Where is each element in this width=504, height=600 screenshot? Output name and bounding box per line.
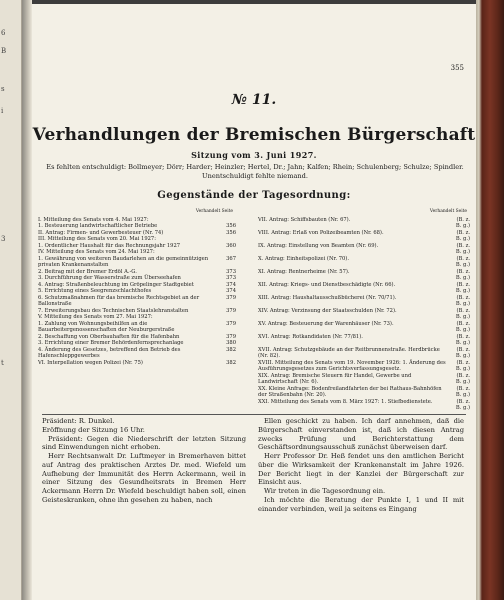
agenda-item xyxy=(258,217,470,230)
agenda-item-page: (B. z. B. g.) xyxy=(455,385,470,398)
proceedings-paragraph: Präsident: R. Dunkel. xyxy=(42,417,115,425)
agenda-item xyxy=(258,321,470,334)
agenda-item xyxy=(38,321,236,334)
agenda-item-text: 3. Durchführung der Wasserstraße zum Überseehafen xyxy=(38,275,181,281)
book-cover-edge xyxy=(476,0,504,600)
agenda-item-text: 2. Beschaffung von Oberbauhaften für die Hafenbahn xyxy=(38,333,180,340)
agenda-item-text: 1. Gewährung von weiteren Baudarlehen an die gemeinnützigen privaten Krankenanstalten xyxy=(38,255,209,268)
agenda-item xyxy=(258,256,470,269)
agenda-item-text: III. Mitteilung des Senats vom 20. Mai 1927: xyxy=(38,236,156,242)
agenda-item xyxy=(258,386,470,399)
agenda-item-page: (B. z. B. g.) xyxy=(455,359,470,372)
proceedings-paragraph: Ellen geschickt zu haben. Ich darf annehmen, daß die Bürgerschaft einverstanden ist, daß ich diesen Antrag zwecks Prüfung und Berichterstattung dem Geschäftsordnungsausschuß zunächst überweisen darf. xyxy=(258,417,464,452)
agenda-item-text: X. Antrag: Einheitspolizei (Nr. 70). xyxy=(258,255,349,262)
agenda-column-left xyxy=(38,209,236,366)
agenda-item-text: 1. Ordentlicher Haushalt für das Rechnungsjahr 1927 xyxy=(38,242,181,249)
agenda-item xyxy=(258,269,470,282)
left-page-fragment: s xyxy=(1,85,5,93)
agenda-item-page: 379 xyxy=(226,294,236,301)
agenda-item-page: 367 xyxy=(226,255,236,262)
agenda-item-text: V. Mitteilung des Senats vom 27. Mai 1927: xyxy=(38,314,153,320)
proceedings-paragraph: Herr Rechtsanwalt Dr. Luftmeyer in Bremerhaven bittet auf Antrag des praktischen Arztes Dr. med. Wiefeld um Aufhebung der Immunität des Herrn Ackermann, weil in einer Sitzung des Gesundheitsrats in Bremen Herr Ackermann Herrn Dr. Wiefeld beschuldigt haben soll, einen Geisteskranken, ohne ihn gesehen zu haben, nach xyxy=(42,452,246,504)
agenda-item xyxy=(38,360,236,367)
agenda-item-text: 4. Antrag: Straßenbeleuchtung im Gröpelinger Stadtgebiet xyxy=(38,281,194,288)
agenda-item-page: 360 xyxy=(226,242,236,249)
agenda-item-page: 356 xyxy=(226,229,236,236)
agenda-item-text: XVI. Antrag: Rotkandidaten (Nr. 77/81). xyxy=(258,333,363,340)
proceedings-paragraph: Wir treten in die Tagesordnung ein. xyxy=(264,487,386,495)
agenda-item-text: XV. Antrag: Besteuerung der Warenhäuser (Nr. 73). xyxy=(258,320,394,327)
book-gutter xyxy=(22,0,32,600)
agenda-item-text: XVII. Antrag: Schutzgebäude an der Reitbrunnenstraße. Herdbrücke (Nr. 82). xyxy=(258,346,440,359)
agenda-item-text: 3. Errichtung einer Bremer Behördenfernsprechanlage xyxy=(38,340,184,346)
agenda-item xyxy=(38,256,236,269)
left-page-fragment: 3 xyxy=(1,235,6,243)
agenda-item-text: VIII. Antrag: Erlaß von Polizeibeamten (Nr. 68). xyxy=(258,229,384,236)
proceedings-right xyxy=(258,417,464,513)
proceedings-left xyxy=(42,417,246,505)
agenda-item-text: VII. Antrag: Schiffsbauten (Nr. 67). xyxy=(258,216,351,223)
agenda-item-page: (B. z. B. g.) xyxy=(455,255,470,268)
agenda-item-text: I. Mitteilung des Senats vom 4. Mai 1927: xyxy=(38,216,149,223)
agenda-item-text: XVIII. Mitteilung des Senats vom 19. November 1926: 1. Änderung des Ausführungsgesetzes zum Gerichtsverfassungsgesetz. xyxy=(258,359,446,372)
issue-number: № 11. xyxy=(231,92,277,108)
agenda-item-text: XX. Kleine Anfrage: Bodenfreilandfahrten der bei Rathaus-Bahnhöfen der Straßenbahn (Nr. 20). xyxy=(258,385,442,398)
agenda-item-page: 379 xyxy=(226,333,236,340)
proceedings-paragraph: Präsident: Gegen die Niederschrift der letzten Sitzung sind Einwendungen nicht erhoben. xyxy=(42,434,246,452)
agenda-item-text: II. Antrag: Firmen- und Gewerbesteuer (Nr. 74) xyxy=(38,229,164,236)
agenda-item-page: 356 xyxy=(226,223,236,229)
agenda-item-text: 1. Zahlung von Wohnungsbeihilfen an die Bauarbeitergenossenschaften der Neuburgerstraße xyxy=(38,320,175,333)
proceedings-paragraph: Ich möchte die Beratung der Punkte I, 1 und II mit einander verbinden, weil ja seitens es Eingang xyxy=(258,495,464,513)
document-page xyxy=(32,4,476,600)
agenda-list-left xyxy=(38,217,236,367)
agenda-item-page: 382 xyxy=(226,346,236,353)
agenda-item xyxy=(258,399,470,412)
agenda-item-page: (B. z. B. g.) xyxy=(455,268,470,281)
agenda-item xyxy=(258,347,470,360)
agenda-item-text: 6. Schutzmaßnahmen für das bremische Rechtsgebiet an der Ballonstraße xyxy=(38,294,200,307)
agenda-item-text: XI. Antrag: Rentnerheime (Nr. 57). xyxy=(258,268,350,275)
agenda-item-text: 7. Erweiterungsbau des Technischen Staatslehranstalten xyxy=(38,307,189,314)
page-number: 355 xyxy=(450,64,464,72)
agenda-item-text: 2. Beitrag mit der Bremer Erdöl A.-G. xyxy=(38,268,137,275)
agenda-item-page: 374 xyxy=(226,288,236,294)
proceedings-paragraph: Eröffnung der Sitzung 16 Uhr. xyxy=(42,425,145,434)
agenda-item-page: (B. z. B. g.) xyxy=(455,281,470,294)
agenda-item-text: XXI. Mitteilung des Senats vom 8. März 1927: 1. Stiefbedienstete. xyxy=(258,398,433,405)
section-divider xyxy=(42,414,466,415)
agenda-item xyxy=(258,230,470,243)
agenda-item-page: 373 xyxy=(226,268,236,275)
document-title: Verhandlungen der Bremischen Bürgerschaft xyxy=(32,125,476,145)
column-header: Verhandelt Seite xyxy=(195,209,233,214)
agenda-item-text: XII. Antrag: Kriegs- und Dienstbeschädigte (Nr. 66). xyxy=(258,281,396,288)
agenda-item-page: (B. z. B. g.) xyxy=(455,372,470,385)
agenda-item-text: IX. Antrag: Einstellung von Beamten (Nr. 69). xyxy=(258,242,379,249)
agenda-item-page: (B. z. B. g.) xyxy=(455,320,470,333)
agenda-item xyxy=(38,295,236,308)
session-date: Sitzung vom 3. Juni 1927. xyxy=(191,150,317,160)
left-page-fragment: 6 xyxy=(1,29,6,37)
agenda-item xyxy=(38,347,236,360)
agenda-item xyxy=(258,334,470,347)
agenda-column-right xyxy=(258,209,470,412)
left-page-fragment: i xyxy=(1,107,4,115)
agenda-item-page: (B. z. B. g.) xyxy=(455,346,470,359)
agenda-item-page: 379 xyxy=(226,320,236,327)
column-header: Verhandelt Seite xyxy=(429,209,467,214)
left-page-fragment: t xyxy=(1,359,4,367)
agenda-item-text: 4. Änderung des Gesetzes, betreffend den Betrieb des Hafenschleppgewerbes xyxy=(38,346,181,359)
agenda-item-text: VI. Interpellation wegen Polizei (Nr. 75) xyxy=(38,359,143,366)
agenda-item-page: 382 xyxy=(226,359,236,366)
agenda-item-text: 1. Besteuerung landwirtschaftlicher Betriebe xyxy=(38,223,158,229)
agenda-item-page: 373 xyxy=(226,275,236,281)
agenda-item xyxy=(258,373,470,386)
agenda-item-page: (B. z. B. g.) xyxy=(455,398,470,411)
left-page-fragment: B xyxy=(1,47,7,55)
agenda-item-page: (B. z. B. g.) xyxy=(455,294,470,307)
agenda-item-page: (B. z. B. g.) xyxy=(455,333,470,346)
agenda-item-text: XIV. Antrag: Verzinsung der Staatsschulden (Nr. 72). xyxy=(258,307,397,314)
agenda-item-text: XIII. Antrag: Haushaltausschußbücherei (Nr. 70/71). xyxy=(258,294,397,301)
agenda-item-page: 374 xyxy=(226,281,236,288)
agenda-item-page: 379 xyxy=(226,307,236,314)
agenda-item xyxy=(258,295,470,308)
agenda-item-page: (B. z. B. g.) xyxy=(455,216,470,229)
agenda-item-page: (B. z. B. g.) xyxy=(455,307,470,320)
left-page-edge xyxy=(0,0,22,600)
agenda-item xyxy=(258,243,470,256)
agenda-heading: Gegenstände der Tagesordnung: xyxy=(157,190,351,201)
agenda-item xyxy=(258,282,470,295)
agenda-item-page: (B. z. B. g.) xyxy=(455,242,470,255)
agenda-item-page: (B. z. B. g.) xyxy=(455,229,470,242)
agenda-item-text: XIX. Antrag: Bremische Steuern für Handel, Gewerbe und Landwirtschaft (Nr. 6). xyxy=(258,372,412,385)
agenda-item xyxy=(258,308,470,321)
agenda-item xyxy=(258,360,470,373)
agenda-item-text: 5. Errichtung eines Seegrenzschlachthofes xyxy=(38,288,152,294)
agenda-item-text: IV. Mitteilung des Senats vom 24. Mai 1927: xyxy=(38,249,155,255)
absent-members: Es fehlten entschuldigt: Bollmeyer; Dörr; Harder; Heinzler; Hertel, Dr.; Jahn; Kalfen; Rhein; Schulenberg; Schulze; Spindler. Unentschuldigt fehlte niemand. xyxy=(46,163,464,180)
agenda-item-page: 380 xyxy=(226,340,236,346)
agenda-list-right xyxy=(258,217,470,412)
proceedings-paragraph: Herr Professor Dr. Heß fendet uns den amtlichen Bericht über die Wirksamkeit der Krankenanstalt im Jahre 1926. Der Bericht liegt in der Kanzlei der Bürgerschaft zur Einsicht aus. xyxy=(258,452,464,487)
